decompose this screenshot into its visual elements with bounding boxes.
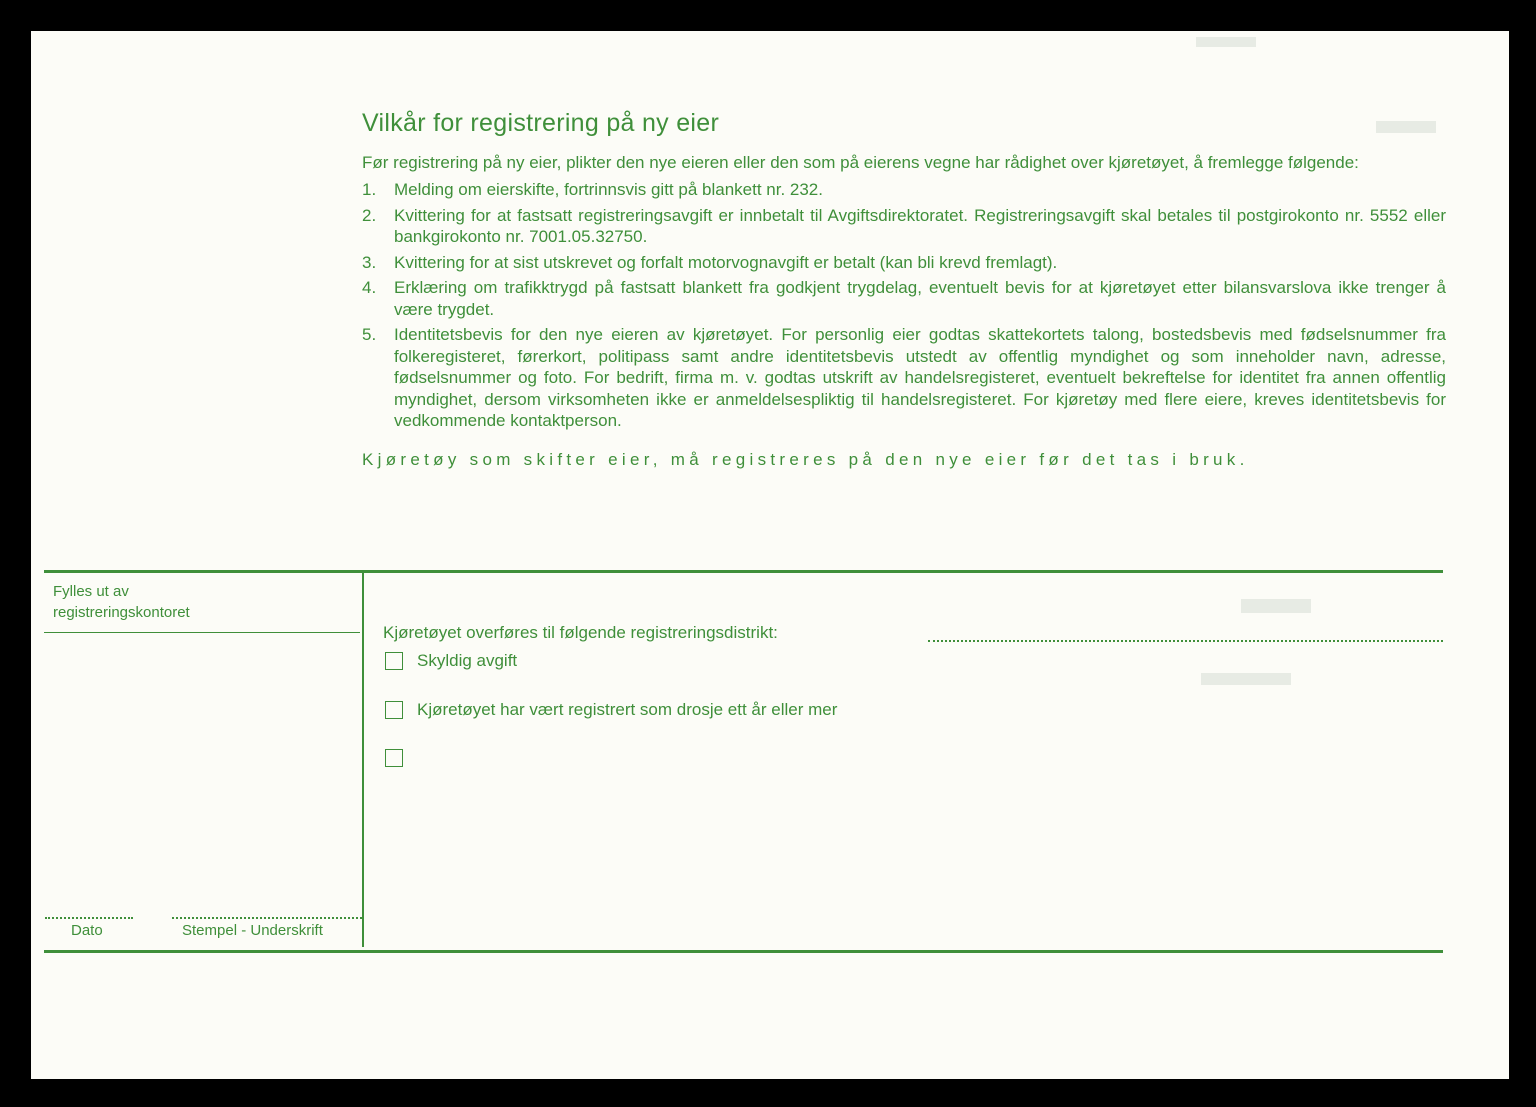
requirement-text: Kvittering for at fastsatt registreringsavgift er innbetalt til Avgiftsdirektoratet. Registreringsavgift skal betales til postgirokonto nr. 5552 eller bankgirokonto nr. 7001.05.32750. <box>394 205 1446 246</box>
requirement-text: Erklæring om trafikktrygd på fastsatt blankett fra godkjent trygdelag, eventuelt bevis for at kjøretøyet etter bilansvarslova ikke trenger å være trygdet. <box>394 278 1446 319</box>
checkbox[interactable] <box>385 652 403 670</box>
column-divider <box>362 573 364 947</box>
checkbox-row-drosje[interactable] <box>385 700 837 720</box>
requirements-list <box>362 179 1446 432</box>
requirement-number: 5. <box>362 325 377 344</box>
requirement-text: Identitetsbevis for den nye eieren av kjøretøyet. For personlig eier godtas skattekortets talong, bostedsbevis med fødselsnummer fra folkeregisteret, førerkort, politipass samt andre identitetsbevis utstedt av offentlig myndighet og som inneholder navn, adresse, fødselsnummer og foto. For bedrift, firma m. v. godtas utskrift av handelsregisteret, eventuelt bekreftelse for identitet fra annen offentlig myndighet, dersom virksomheten ikke er anmeldelsespliktig til handelsregisteret. For kjøretøy med flere eiere, kreves identitetsbevis for vedkommende kontaktperson. <box>394 325 1446 430</box>
requirement-item <box>362 179 1446 201</box>
requirement-text: Kvittering for at sist utskrevet og forfalt motorvognavgift er betalt (kan bli krevd fremlagt). <box>394 252 1058 272</box>
requirement-number: 4. <box>362 278 377 297</box>
requirement-item <box>362 205 1446 248</box>
requirement-number: 3. <box>362 252 377 272</box>
requirement-item <box>362 277 1446 320</box>
stamp-signature-label: Stempel - Underskrift <box>182 922 323 939</box>
show-through-mark <box>1196 37 1256 47</box>
requirement-item <box>362 252 1446 274</box>
terms-footer-note: Kjøretøy som skifter eier, må registreres på den nye eier før det tas i bruk. <box>362 449 1249 469</box>
date-label: Dato <box>71 922 103 939</box>
office-use-label <box>53 581 190 623</box>
show-through-mark <box>1201 673 1291 685</box>
checkbox-label: Kjøretøyet har vært registrert som drosje ett år eller mer <box>417 700 838 719</box>
requirement-number: 2. <box>362 205 377 225</box>
checkbox-label: Skyldig avgift <box>417 651 518 670</box>
registration-terms <box>362 109 1446 487</box>
transfer-district-label: Kjøretøyet overføres til følgende registreringsdistrikt: <box>383 623 778 642</box>
office-label-line2: registreringskontoret <box>53 604 190 621</box>
checkbox[interactable] <box>385 701 403 719</box>
stamp-signature-field[interactable] <box>172 917 362 919</box>
requirement-number: 1. <box>362 180 377 199</box>
section-divider-top <box>44 570 1443 573</box>
terms-title: Vilkår for registrering på ny eier <box>362 109 720 137</box>
section-divider-bottom <box>44 950 1443 953</box>
form-sheet <box>31 31 1509 1079</box>
terms-intro: Før registrering på ny eier, plikter den nye eieren eller den som på eierens vegne har rådighet over kjøretøyet, å fremlegge følgende: <box>362 153 1359 172</box>
date-field[interactable] <box>45 917 133 919</box>
requirement-text: Melding om eierskifte, fortrinnsvis gitt på blankett nr. 232. <box>394 180 823 199</box>
show-through-mark <box>1241 599 1311 613</box>
registration-district-field[interactable] <box>928 640 1443 642</box>
office-label-line1: Fylles ut av <box>53 583 129 600</box>
office-label-underline <box>44 632 360 633</box>
checkbox-row-blank[interactable] <box>385 749 417 767</box>
checkbox-row-skyldig-avgift[interactable] <box>385 651 517 671</box>
checkbox[interactable] <box>385 749 403 767</box>
requirement-item <box>362 324 1446 432</box>
